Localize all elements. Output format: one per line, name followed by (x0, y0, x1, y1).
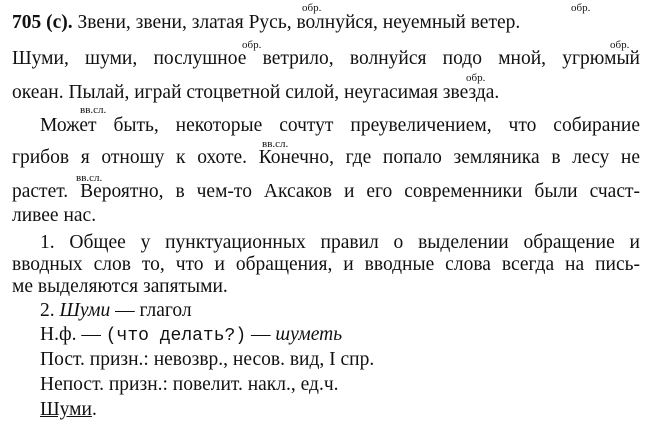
point-1-line-1: 1. Общее у пунктуационных правил о выделении обращение и (40, 232, 640, 253)
annotation-obr-veter: обр. (571, 2, 591, 14)
final-dot: . (91, 399, 97, 420)
initial-form-prefix: Н.ф. — (40, 324, 106, 345)
constant-features-line: Пост. призн.: невозвр., несов. вид, I спр. (40, 349, 375, 370)
exercise-line-3: океан. Пылай, играй стоцветной силой, неугасимая звезда. (12, 82, 500, 103)
exercise-line-1-text: Звени, звени, златая Русь, волнуйся, неуемный ветер. (77, 12, 521, 33)
annotation-obr-vetrilo: обр. (242, 39, 262, 51)
initial-form-dash: — (246, 324, 276, 345)
point-2-word: Шуми (59, 300, 111, 321)
point-1-line-2: вводных слов то, что и обращения, и вводные слова всегда на пись- (12, 254, 640, 275)
annotation-vvsl-mozhet: вв.сл. (80, 104, 107, 116)
point-1-line-3: ме выделяются запятыми. (12, 276, 228, 297)
paragraph-2-line-2: грибов я отношу к охоте. Конечно, где попало земляника в лесу не (12, 147, 640, 168)
paragraph-2-line-3: растет. Вероятно, в чем-то Аксаков и его современники были счаст- (12, 181, 640, 202)
final-word-line (40, 399, 97, 421)
annotation-obr-zvezda: обр. (466, 72, 486, 84)
annotation-vvsl-veroyatno: вв.сл. (76, 172, 103, 184)
paragraph-2-line-1: Может быть, некоторые сочтут преувеличением, что собирание (40, 115, 640, 136)
final-word: Шуми (40, 399, 92, 420)
point-2-heading (40, 300, 192, 322)
exercise-number: 705 (с). (12, 12, 73, 33)
initial-form-question: (что делать?) (105, 326, 247, 346)
paragraph-2-line-4: ливее нас. (12, 205, 97, 226)
exercise-line-2: Шуми, шуми, послушное ветрило, волнуйся подо мной, угрюмый (12, 48, 640, 69)
annotation-obr-rus: обр. (302, 2, 322, 14)
exercise-line-1 (12, 12, 520, 34)
point-2-rest: — глагол (110, 300, 192, 321)
annotation-vvsl-konechno: вв.сл. (262, 138, 289, 150)
variable-features-line: Непост. призн.: повелит. накл., ед.ч. (40, 374, 339, 395)
initial-form-answer: шуметь (275, 324, 343, 345)
annotation-obr-okean: обр. (610, 39, 630, 51)
initial-form-line (40, 324, 342, 347)
point-2-prefix: 2. (40, 300, 60, 321)
